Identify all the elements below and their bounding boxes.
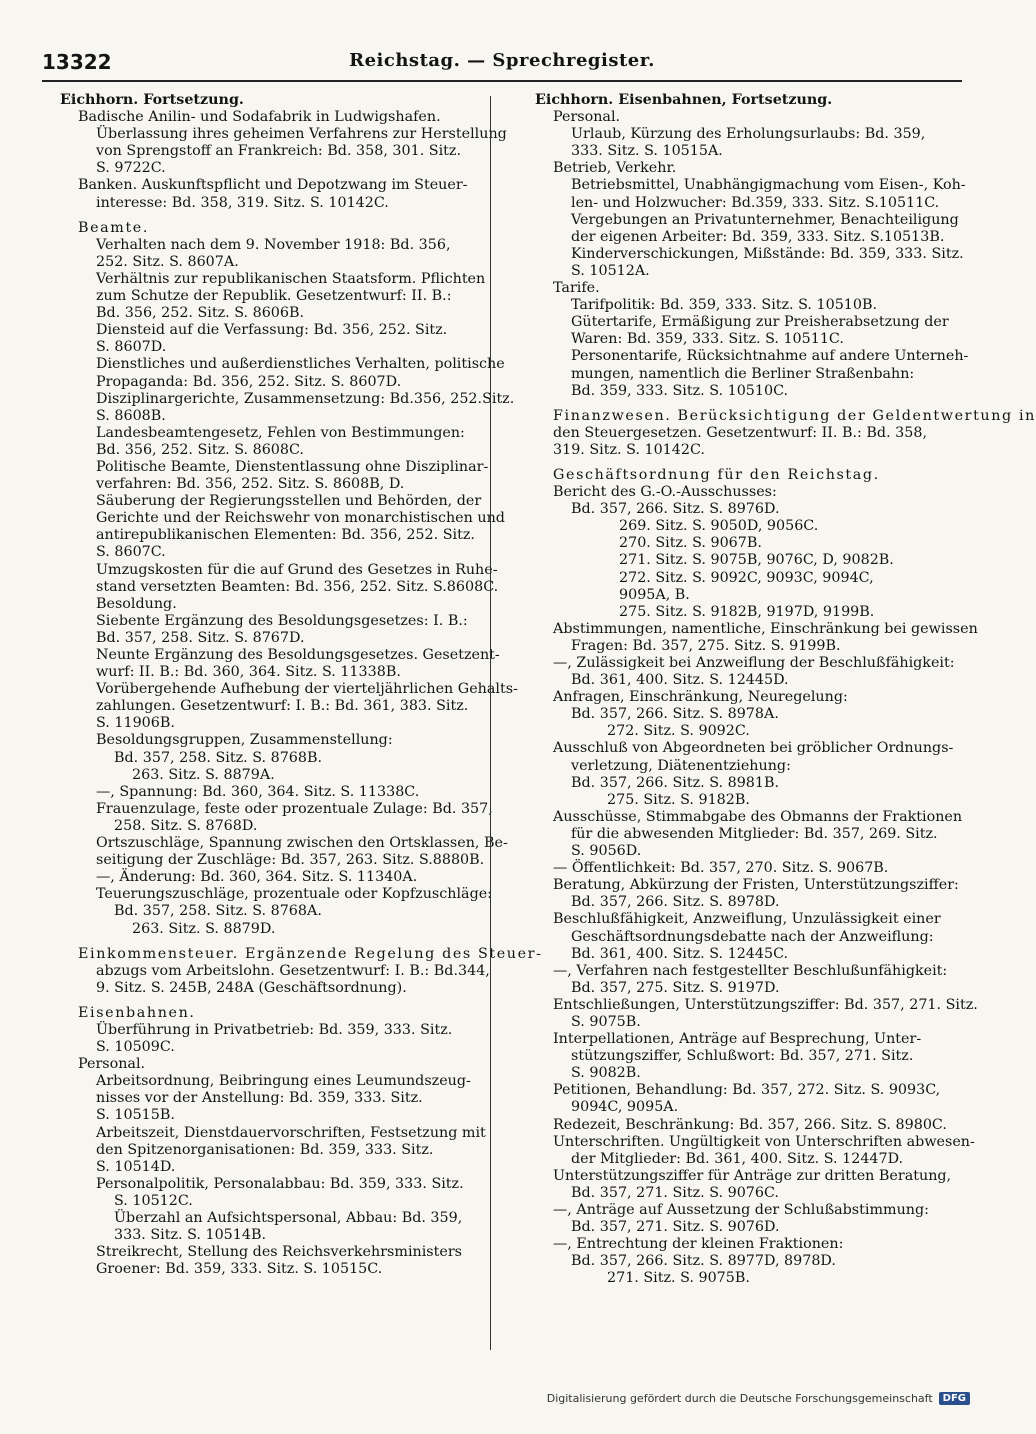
register-line: Beratung, Abkürzung der Fristen, Unterstützungsziffer: (553, 877, 959, 894)
register-line: von Sprengstoff an Frankreich: Bd. 358, 301. Sitz. (96, 143, 461, 160)
register-line: Diensteid auf die Verfassung: Bd. 356, 252. Sitz. (96, 322, 448, 339)
entry-gap (60, 997, 470, 1005)
register-line: Entschließungen, Unterstützungsziffer: Bd. 357, 271. Sitz. (553, 996, 978, 1013)
register-line: S. 8607C. (96, 544, 166, 561)
register-line: Fragen: Bd. 357, 275. Sitz. S. 9199B. (571, 637, 841, 654)
register-line: Teuerungszuschläge, prozentuale oder Kopfzuschläge: (96, 886, 492, 903)
register-line: S. 9075B. (571, 1013, 641, 1030)
page-number: 13322 (42, 50, 112, 74)
register-line: S. 10509C. (96, 1039, 175, 1056)
register-line: Groener: Bd. 359, 333. Sitz. S. 10515C. (96, 1261, 383, 1278)
register-line: Ortszuschläge, Spannung zwischen den Ortsklassen, Be- (96, 835, 508, 852)
register-line: Waren: Bd. 359, 333. Sitz. S. 10511C. (571, 331, 844, 348)
register-line: Beamte. (78, 219, 149, 236)
register-line: Siebente Ergänzung des Besoldungsgesetzes: I. B.: (96, 612, 468, 629)
register-line: Kinderverschickungen, Mißstände: Bd. 359, 333. Sitz. (571, 245, 964, 262)
register-line: 272. Sitz. S. 9092C. (607, 723, 750, 740)
register-line: Tarife. (553, 280, 600, 297)
register-line: Arbeitsordnung, Beibringung eines Leumundszeug- (96, 1073, 471, 1090)
register-line: Badische Anilin- und Sodafabrik in Ludwigshafen. (78, 109, 441, 126)
register-line: Bd. 361, 400. Sitz. S. 12445D. (571, 672, 789, 689)
register-line: Beschlußfähigkeit, Anzweiflung, Unzulässigkeit einer (553, 911, 941, 928)
register-line: —, Entrechtung der kleinen Fraktionen: (553, 1236, 844, 1253)
register-line: Redezeit, Beschränkung: Bd. 357, 266. Sitz. S. 8980C. (553, 1116, 947, 1133)
register-line: Streikrecht, Stellung des Reichsverkehrsministers (96, 1244, 463, 1261)
register-line: antirepublikanischen Elementen: Bd. 356, 252. Sitz. (96, 527, 475, 544)
register-line: S. 9722C. (96, 160, 166, 177)
register-line: Betrieb, Verkehr. (553, 160, 677, 177)
register-line: 258. Sitz. S. 8768D. (114, 817, 258, 834)
register-line: Bericht des G.-O.-Ausschusses: (553, 484, 777, 501)
register-line: —, Änderung: Bd. 360, 364. Sitz. S. 11340A. (96, 869, 418, 886)
entry-gap (535, 400, 945, 408)
register-line: 252. Sitz. S. 8607A. (96, 253, 239, 270)
page-title: Reichstag. — Sprechregister. (349, 50, 655, 71)
register-line: Besoldungsgruppen, Zusammenstellung: (96, 732, 393, 749)
register-line: Gerichte und der Reichswehr von monarchistischen und (96, 510, 505, 527)
register-line: Personal. (78, 1056, 146, 1073)
register-line: Bd. 357, 266. Sitz. S. 8976D. (571, 501, 780, 518)
register-line: Bd. 357, 266. Sitz. S. 8981B. (571, 774, 780, 791)
register-line: 269. Sitz. S. 9050D, 9056C. (619, 518, 819, 535)
register-line: S. 10514D. (96, 1158, 176, 1175)
register-line: Politische Beamte, Dienstentlassung ohne Disziplinar- (96, 458, 489, 475)
register-line: Petitionen, Behandlung: Bd. 357, 272. Sitz. S. 9093C, (553, 1082, 941, 1099)
entry-gap (60, 212, 470, 220)
register-line: S. 9082B. (571, 1065, 641, 1082)
register-line: S. 8607D. (96, 339, 167, 356)
register-line: Bd. 356, 252. Sitz. S. 8606B. (96, 305, 305, 322)
register-line: S. 10515B. (96, 1107, 175, 1124)
register-line: abzugs vom Arbeitslohn. Gesetzentwurf: I. B.: Bd.344, (96, 962, 490, 979)
entry-gap (60, 938, 470, 946)
column-divider (490, 96, 491, 1350)
register-line: Neunte Ergänzung des Besoldungsgesetzes. Gesetzent- (96, 647, 500, 663)
footer-credit: Digitalisierung gefördert durch die Deutsche Forschungsgemeinschaft (546, 1392, 933, 1405)
register-line: Umzugskosten für die auf Grund des Gesetzes in Ruhe- (96, 561, 498, 578)
register-line: 263. Sitz. S. 8879A. (132, 766, 275, 783)
register-line: Banken. Auskunftspflicht und Depotzwang im Steuer- (78, 177, 468, 194)
register-line: wurf: II. B.: Bd. 360, 364. Sitz. S. 11338B. (96, 664, 401, 681)
register-line: —, Verfahren nach festgestellter Beschlußunfähigkeit: (553, 962, 948, 979)
register-line: Abstimmungen, namentliche, Einschränkung bei gewissen (553, 620, 978, 637)
register-line: Dienstliches und außerdienstliches Verhalten, politische (96, 356, 505, 373)
register-line: Bd. 357, 258. Sitz. S. 8767D. (96, 629, 305, 646)
header-rule (42, 80, 962, 82)
entry-gap (535, 459, 945, 467)
register-line: Landesbeamtengesetz, Fehlen von Bestimmungen: (96, 424, 465, 441)
register-line: S. 11906B. (96, 715, 175, 732)
register-line: —, Spannung: Bd. 360, 364. Sitz. S. 11338C. (96, 783, 420, 800)
register-line: Propaganda: Bd. 356, 252. Sitz. S. 8607D. (96, 373, 402, 390)
register-line: stand versetzten Beamten: Bd. 356, 252. Sitz. S.8608C. (96, 578, 499, 595)
register-line: verfahren: Bd. 356, 252. Sitz. S. 8608B, D. (96, 476, 405, 493)
register-line: —, Zulässigkeit bei Anzweiflung der Beschlußfähigkeit: (553, 655, 955, 671)
register-line: Ausschluß von Abgeordneten bei gröblicher Ordnungs- (553, 740, 954, 757)
register-line: Finanzwesen. Berücksichtigung der Geldentwertung in (553, 407, 1036, 424)
register-line: den Spitzenorganisationen: Bd. 359, 333. Sitz. (96, 1141, 434, 1158)
register-line: Bd. 359, 333. Sitz. S. 10510C. (571, 382, 789, 399)
register-line: Säuberung der Regierungsstellen und Behörden, der (96, 493, 482, 510)
footer (547, 1392, 970, 1405)
register-line: Bd. 357, 271. Sitz. S. 9076D. (571, 1219, 780, 1236)
register-line: Eichhorn. Fortsetzung. (60, 92, 244, 108)
register-line: Bd. 357, 266. Sitz. S. 8978D. (571, 894, 780, 911)
register-line: zum Schutze der Republik. Gesetzentwurf: II. B.: (96, 288, 452, 305)
register-line: den Steuergesetzen. Gesetzentwurf: II. B.: Bd. 358, (553, 424, 927, 441)
register-line: 275. Sitz. S. 9182B, 9197D, 9199B. (619, 603, 875, 620)
register-line: Eisenbahnen. (78, 1004, 196, 1021)
register-line: Gütertarife, Ermäßigung zur Preisherabsetzung der (571, 314, 949, 331)
register-line: 319. Sitz. S. 10142C. (553, 441, 705, 458)
register-line: Ausschüsse, Stimmabgabe des Obmanns der Fraktionen (553, 808, 963, 825)
register-line: Unterschriften. Ungültigkeit von Unterschriften abwesen- (553, 1133, 975, 1150)
register-line: S. 10512A. (571, 262, 650, 279)
register-line: Frauenzulage, feste oder prozentuale Zulage: Bd. 357, (96, 800, 493, 817)
register-line: Bd. 356, 252. Sitz. S. 8608C. (96, 441, 304, 458)
register-line: Vergebungen an Privatunternehmer, Benachteiligung (571, 211, 959, 228)
register-line: mungen, namentlich die Berliner Straßenbahn: (571, 365, 915, 382)
register-line: Tarifpolitik: Bd. 359, 333. Sitz. S. 10510B. (571, 297, 878, 314)
register-line: Interpellationen, Anträge auf Besprechung, Unter- (553, 1031, 922, 1048)
register-line: Geschäftsordnung für den Reichstag. (553, 466, 880, 483)
register-line: len- und Holzwucher: Bd.359, 333. Sitz. S.10511C. (571, 194, 940, 211)
register-line: 271. Sitz. S. 9075B, 9076C, D, 9082B. (619, 552, 894, 569)
register-line: Überführung in Privatbetrieb: Bd. 359, 333. Sitz. (96, 1021, 453, 1038)
register-line: Disziplinargerichte, Zusammensetzung: Bd.356, 252.Sitz. (96, 390, 515, 407)
register-line: Verhältnis zur republikanischen Staatsform. Pflichten (96, 270, 486, 287)
page-header (42, 50, 962, 78)
register-line: 9. Sitz. S. 245B, 248A (Geschäftsordnung). (96, 979, 407, 996)
register-line: interesse: Bd. 358, 319. Sitz. S. 10142C. (96, 194, 389, 211)
register-line: 275. Sitz. S. 9182B. (607, 791, 750, 808)
register-line: 9095A, B. (619, 586, 690, 603)
register-line: Vorübergehende Aufhebung der vierteljährlichen Gehalts- (96, 681, 518, 698)
register-line: Eichhorn. Eisenbahnen, Fortsetzung. (535, 92, 833, 108)
register-line: zahlungen. Gesetzentwurf: I. B.: Bd. 361, 383. Sitz. (96, 698, 469, 715)
register-line: Bd. 357, 258. Sitz. S. 8768A. (114, 903, 322, 920)
register-line: 272. Sitz. S. 9092C, 9093C, 9094C, (619, 569, 874, 586)
register-line: Personalpolitik, Personalabbau: Bd. 359, 333. Sitz. (96, 1175, 464, 1192)
register-line: Überzahl an Aufsichtspersonal, Abbau: Bd. 359, (114, 1210, 463, 1226)
register-line: für die abwesenden Mitglieder: Bd. 357, 269. Sitz. (571, 825, 938, 842)
register-line: stützungsziffer, Schlußwort: Bd. 357, 271. Sitz. (571, 1048, 914, 1065)
register-line: 9094C, 9095A. (571, 1099, 679, 1116)
register-line: S. 10512C. (114, 1192, 193, 1209)
register-line: Bd. 357, 275. Sitz. S. 9197D. (571, 979, 780, 996)
register-line: Bd. 357, 266. Sitz. S. 8977D, 8978D. (571, 1253, 836, 1270)
register-line: verletzung, Diätenentziehung: (571, 757, 791, 774)
register-line: nisses vor der Anstellung: Bd. 359, 333. Sitz. (96, 1090, 423, 1107)
register-line: — Öffentlichkeit: Bd. 357, 270. Sitz. S. 9067B. (553, 860, 889, 877)
register-line: der eigenen Arbeiter: Bd. 359, 333. Sitz. S.10513B. (571, 228, 945, 245)
register-line: 263. Sitz. S. 8879D. (132, 920, 276, 937)
left-column (60, 92, 543, 1278)
register-line: 333. Sitz. S. 10514B. (114, 1227, 267, 1244)
register-line: 270. Sitz. S. 9067B. (619, 535, 762, 552)
register-line: Einkommensteuer. Ergänzende Regelung des Steuer- (78, 945, 543, 962)
register-line: der Mitglieder: Bd. 361, 400. Sitz. S. 12447D. (571, 1150, 904, 1167)
register-line: Überlassung ihres geheimen Verfahrens zur Herstellung (96, 126, 507, 143)
register-line: Bd. 357, 258. Sitz. S. 8768B. (114, 749, 323, 766)
register-line: Geschäftsordnungsdebatte nach der Anzweiflung: (571, 928, 934, 945)
register-line: Bd. 357, 266. Sitz. S. 8978A. (571, 706, 779, 723)
register-line: Arbeitszeit, Dienstdauervorschriften, Festsetzung mit (96, 1124, 486, 1141)
register-line: Verhalten nach dem 9. November 1918: Bd. 356, (96, 236, 451, 253)
register-line: Urlaub, Kürzung des Erholungsurlaubs: Bd. 359, (571, 126, 926, 143)
register-line: 271. Sitz. S. 9075B. (607, 1270, 750, 1287)
register-line: 333. Sitz. S. 10515A. (571, 143, 723, 160)
register-line: S. 8608B. (96, 407, 166, 424)
register-line: Anfragen, Einschränkung, Neuregelung: (553, 689, 848, 706)
dfg-logo-icon: DFG (939, 1392, 970, 1405)
register-line: S. 9056D. (571, 843, 642, 860)
register-line: Unterstützungsziffer für Anträge zur dritten Beratung, (553, 1167, 952, 1184)
register-line: Betriebsmittel, Unabhängigmachung vom Eisen-, Koh- (571, 177, 966, 194)
register-line: Besoldung. (96, 595, 177, 612)
register-line: seitigung der Zuschläge: Bd. 357, 263. Sitz. S.8880B. (96, 852, 485, 869)
right-column (535, 92, 1036, 1287)
register-line: Personentarife, Rücksichtnahme auf andere Unterneh- (571, 348, 969, 365)
register-line: —, Anträge auf Aussetzung der Schlußabstimmung: (553, 1202, 929, 1218)
register-line: Bd. 357, 271. Sitz. S. 9076C. (571, 1184, 779, 1201)
register-line: Bd. 361, 400. Sitz. S. 12445C. (571, 945, 789, 962)
register-line: Personal. (553, 109, 621, 126)
